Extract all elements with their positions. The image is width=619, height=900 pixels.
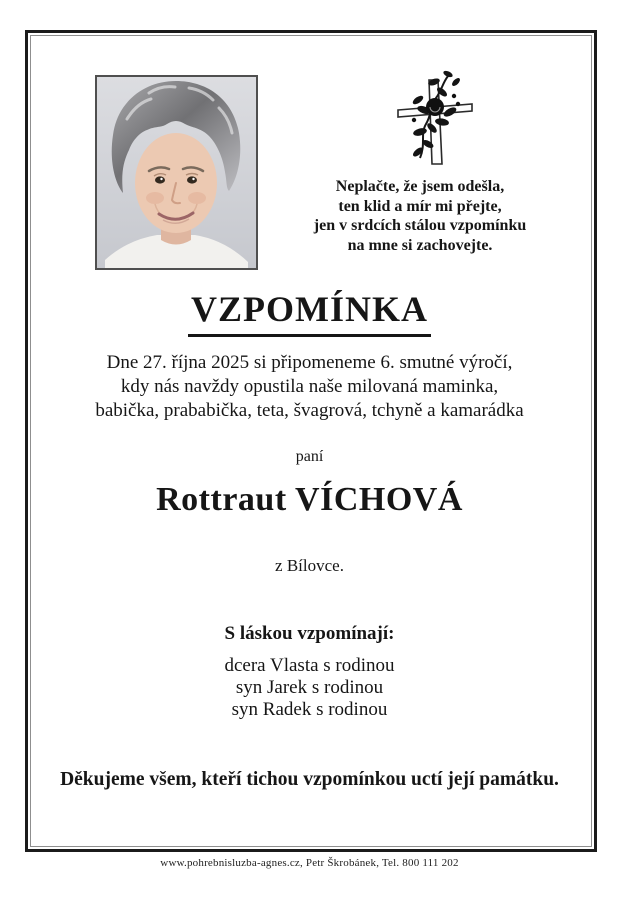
cross-with-roses-icon: [390, 66, 480, 168]
verse-line: na mne si zachovejte.: [347, 236, 493, 254]
portrait-illustration: [97, 77, 256, 268]
announcement-line: babička, prababička, teta, švagrová, tchyně a kamarádka: [95, 400, 524, 421]
verse-line: Neplačte, že jsem odešla,: [335, 178, 505, 195]
memorial-verse: [270, 177, 570, 255]
anniversary-announcement: [0, 351, 619, 423]
verse-line: jen v srdcích stálou vzpomínku: [313, 217, 527, 234]
cross-with-roses-illustration: [390, 66, 480, 168]
page-title: VZPOMÍNKA: [188, 290, 431, 337]
announcement-line: kdy nás navždy opustila naše milovaná maminka,: [120, 376, 499, 397]
mourner-line: syn Radek s rodinou: [231, 699, 388, 720]
mourner-line: dcera Vlasta s rodinou: [224, 655, 395, 676]
place-of-origin: z Bílovce.: [275, 556, 344, 575]
announcement-line: Dne 27. října 2025 si připomeneme 6. smutné výročí,: [106, 352, 513, 373]
mourners-heading: S láskou vzpomínají:: [224, 623, 395, 644]
card-title-row: [0, 290, 619, 337]
thanks-line: Děkujeme všem, kteří tichou vzpomínkou uctí její památku.: [60, 769, 559, 790]
mourner-line: syn Jarek s rodinou: [235, 677, 384, 698]
deceased-name: Rottraut VÍCHOVÁ: [156, 481, 463, 518]
mourners-list: [0, 655, 619, 721]
honorific-label: paní: [295, 448, 324, 465]
verse-line: ten klid a mír mi přejte,: [338, 197, 502, 215]
portrait-photo: [95, 75, 258, 270]
footer-contact: www.pohrebnisluzba-agnes.cz, Petr Škrobánek, Tel. 800 111 202: [160, 857, 459, 869]
